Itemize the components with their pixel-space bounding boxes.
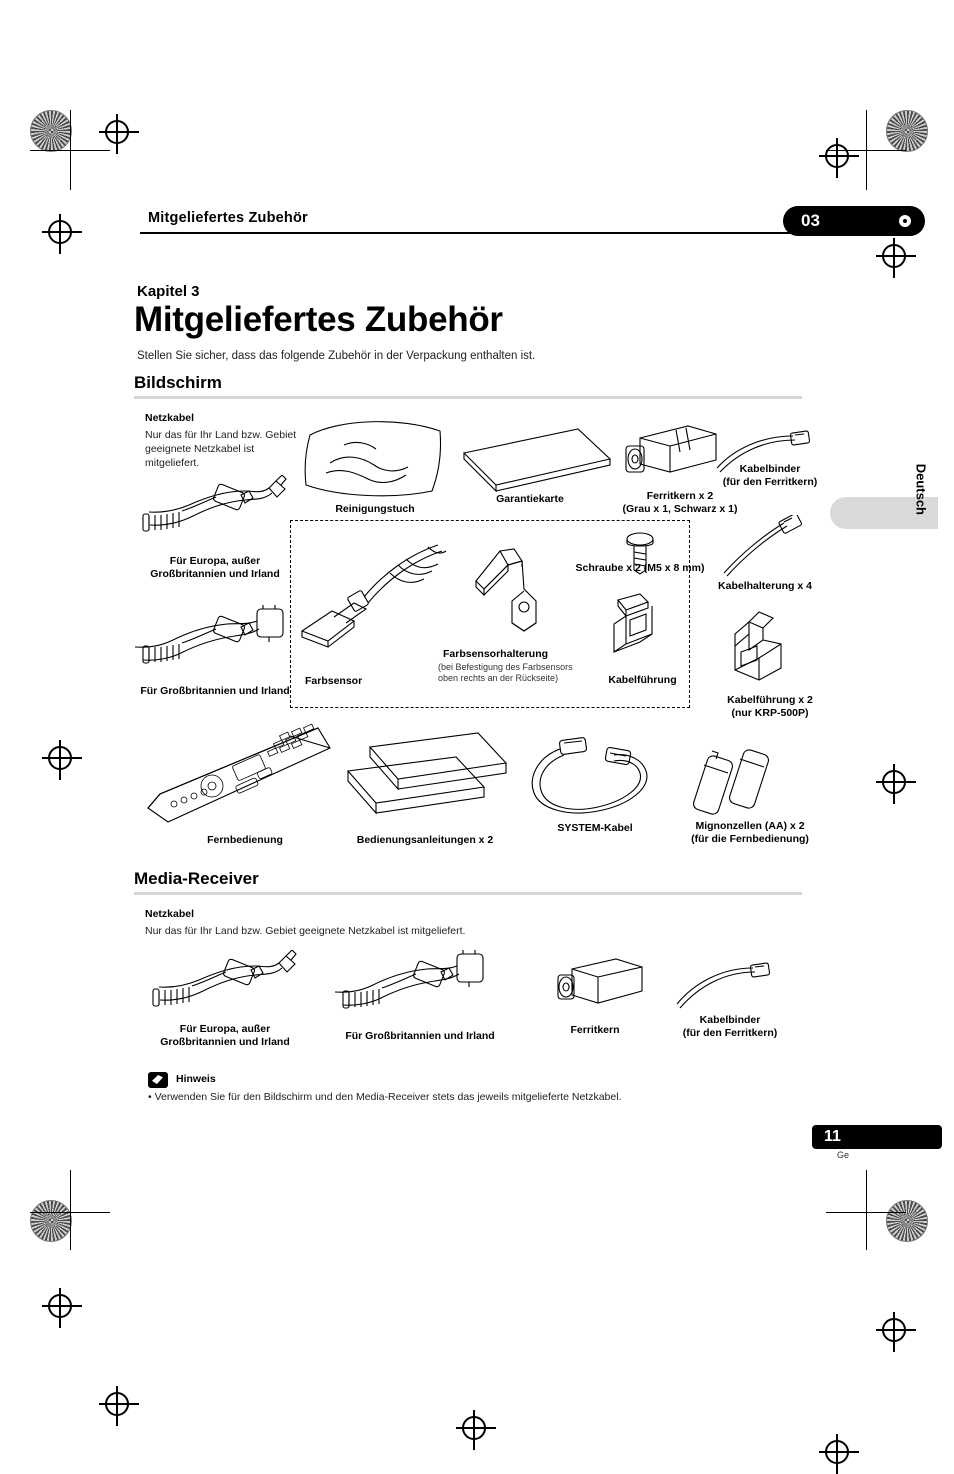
crop-line-top-right xyxy=(826,150,906,151)
crop-target-bottom-left xyxy=(48,1294,72,1318)
section-heading-screen: Bildschirm xyxy=(134,373,222,392)
crop-target-left-center xyxy=(48,746,72,770)
warranty-card-image xyxy=(460,425,615,495)
label-cable-holder: Kabelhalterung x 4 xyxy=(718,580,812,592)
crop-target-mid-right xyxy=(882,244,906,268)
language-side-tab-label: Deutsch xyxy=(913,463,928,515)
chapter-bullet-icon xyxy=(899,215,911,227)
cleaning-cloth-image xyxy=(300,415,450,500)
page-title: Mitgeliefertes Zubehör xyxy=(134,300,503,339)
label-cable-guide: Kabelführung xyxy=(608,674,677,686)
cable-guide-image xyxy=(600,590,680,670)
header-title: Mitgeliefertes Zubehör xyxy=(148,210,308,226)
manuals-image xyxy=(340,725,515,825)
registration-mark-top-left xyxy=(30,110,72,152)
crop-target-bottom-center xyxy=(462,1416,486,1440)
running-header xyxy=(140,208,925,236)
label-receiver-ferrite: Ferritkern xyxy=(570,1024,620,1036)
cable-tie-receiver-image xyxy=(675,958,775,1013)
crop-line-right-bottom xyxy=(866,1170,867,1250)
language-side-tab xyxy=(830,463,938,529)
chapter-label: Kapitel 3 xyxy=(137,283,200,300)
note-icon xyxy=(148,1072,168,1088)
crop-line-bottom xyxy=(30,1212,110,1213)
page-number: 11 xyxy=(824,1128,841,1145)
registration-mark-bottom-right xyxy=(886,1200,928,1242)
section-rule-screen xyxy=(134,396,802,399)
page-number-badge xyxy=(812,1125,942,1149)
label-remote-control: Fernbedienung xyxy=(207,834,283,846)
label-cleaning-cloth: Reinigungstuch xyxy=(335,503,415,515)
chapter-badge xyxy=(783,206,925,236)
crop-line-bottom-right xyxy=(826,1212,906,1213)
receiver-powercord-text: Nur das für Ihr Land bzw. Gebiet geeignete Netzkabel ist mitgeliefert. xyxy=(145,925,466,937)
label-cable-tie-screen: Kabelbinder (für den Ferritkern) xyxy=(722,463,818,489)
crop-target-top-right xyxy=(825,144,849,168)
label-receiver-cable-tie: Kabelbinder (für den Ferritkern) xyxy=(682,1014,778,1040)
crop-target-bottom-left-2 xyxy=(105,1392,129,1416)
batteries-image xyxy=(690,745,800,815)
power-cord-uk-screen-image xyxy=(135,605,295,680)
label-receiver-powercord-uk: Für Großbritannien und Irland xyxy=(345,1030,495,1042)
label-screen-powercord-uk: Für Großbritannien und Irland xyxy=(140,685,290,697)
registration-mark-bottom-left xyxy=(30,1200,72,1242)
registration-mark-top-right xyxy=(886,110,928,152)
crop-target-right-center xyxy=(882,770,906,794)
label-manuals: Bedienungsanleitungen x 2 xyxy=(356,834,494,846)
crop-target-top-left xyxy=(105,120,129,144)
screen-powercord-heading: Netzkabel xyxy=(145,412,195,424)
label-screen-powercord-eu: Für Europa, außer Großbritannien und Irland xyxy=(150,555,280,581)
intro-text: Stellen Sie sicher, dass das folgende Zubehör in der Verpackung enthalten ist. xyxy=(137,350,536,362)
label-ferrite-core: Ferritkern x 2 (Grau x 1, Schwarz x 1) xyxy=(622,490,738,516)
system-cable-image xyxy=(520,735,670,825)
colour-sensor-image xyxy=(298,535,458,655)
crop-line-left-bottom xyxy=(70,1170,71,1250)
label-receiver-powercord-eu: Für Europa, außer Großbritannien und Irland xyxy=(160,1023,290,1049)
power-cord-uk-receiver-image xyxy=(335,950,495,1025)
language-code: Ge xyxy=(836,1150,849,1160)
receiver-powercord-heading: Netzkabel xyxy=(145,908,195,920)
colour-sensor-bracket-image xyxy=(462,545,572,645)
section-heading-receiver: Media-Receiver xyxy=(134,869,259,888)
label-colour-sensor: Farbsensor xyxy=(305,675,363,687)
label-colour-sensor-bracket-note: (bei Befestigung des Farbsensors oben rechts an der Rückseite) xyxy=(438,662,573,684)
label-system-cable: SYSTEM-Kabel xyxy=(557,822,633,834)
label-colour-sensor-bracket: Farbsensorhalterung xyxy=(443,648,549,660)
label-screw: Schraube x 2 (M5 x 8 mm) xyxy=(575,562,705,574)
cable-guide-x2-image xyxy=(715,608,805,693)
power-cord-eu-receiver-image xyxy=(145,950,305,1025)
remote-control-image xyxy=(140,720,340,830)
cable-holder-x4-image xyxy=(718,515,808,580)
crop-target-mid-left xyxy=(48,220,72,244)
ferrite-core-receiver-image xyxy=(550,955,650,1017)
chapter-number: 03 xyxy=(801,211,820,230)
power-cord-eu-screen-image xyxy=(135,475,295,550)
screen-powercord-text: Nur das für Ihr Land bzw. Gebiet geeignete Netzkabel ist mitgeliefert. xyxy=(145,429,297,470)
label-cable-guide-x2: Kabelführung x 2 (nur KRP-500P) xyxy=(727,694,813,720)
label-batteries: Mignonzellen (AA) x 2 (für die Fernbedienung) xyxy=(691,820,809,846)
note-heading: Hinweis xyxy=(176,1073,216,1085)
crop-target-bottom-right-2 xyxy=(825,1440,849,1464)
note-text: • Verwenden Sie für den Bildschirm und den Media-Receiver stets das jeweils mitgelieferte Netzkabel. xyxy=(148,1091,622,1103)
crop-line-top xyxy=(30,150,110,151)
crop-target-bottom-right xyxy=(882,1318,906,1342)
label-warranty-card: Garantiekarte xyxy=(496,493,564,505)
section-rule-receiver xyxy=(134,892,802,895)
